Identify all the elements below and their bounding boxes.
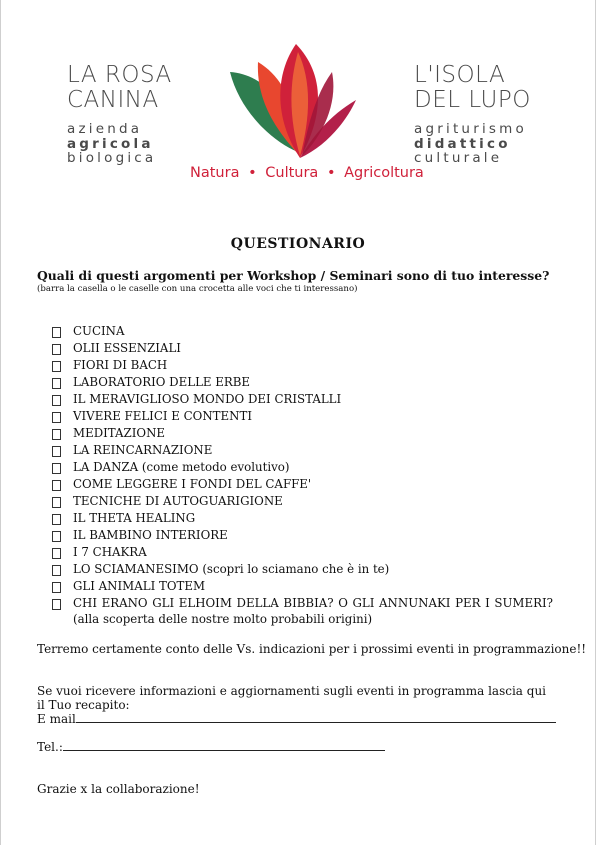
option-item[interactable] bbox=[52, 442, 562, 459]
checkbox[interactable] bbox=[52, 497, 61, 508]
option-label: LABORATORIO DELLE ERBE bbox=[73, 375, 251, 389]
tagline-separator: • bbox=[248, 165, 257, 181]
option-item[interactable] bbox=[52, 374, 562, 391]
option-label: OLII ESSENZIALI bbox=[73, 341, 181, 355]
option-label: GLI ANIMALI TOTEM bbox=[73, 579, 206, 593]
thanks-note: Grazie x la collaborazione! bbox=[37, 782, 200, 796]
document-title: QUESTIONARIO bbox=[230, 236, 366, 252]
checkbox[interactable] bbox=[52, 344, 61, 355]
checkbox[interactable] bbox=[52, 361, 61, 372]
option-item[interactable] bbox=[52, 476, 562, 493]
tagline-agricoltura: Agricoltura bbox=[344, 165, 424, 181]
option-item[interactable] bbox=[52, 459, 562, 476]
question-heading: Quali di questi argomenti per Workshop / Seminari sono di tuo interesse? bbox=[37, 268, 550, 283]
option-label: IL BAMBINO INTERIORE bbox=[73, 528, 228, 542]
option-item[interactable] bbox=[52, 527, 562, 544]
option-item[interactable] bbox=[52, 595, 562, 627]
option-label: FIORI DI BACH bbox=[73, 358, 168, 372]
option-item[interactable] bbox=[52, 425, 562, 442]
brand-right-line2: DEL LUPO bbox=[414, 87, 531, 113]
flower-logo-icon bbox=[228, 42, 360, 164]
checkbox[interactable] bbox=[52, 327, 61, 338]
option-label: TECNICHE DI AUTOGUARIGIONE bbox=[73, 494, 283, 508]
contact-intro: Se vuoi ricevere informazioni e aggiornamenti sugli eventi in programma lascia qui il Tuo recapito: bbox=[37, 684, 547, 712]
checkbox[interactable] bbox=[52, 582, 61, 593]
brand-left-sub1: azienda bbox=[67, 121, 143, 137]
brand-left-sub2: agricola bbox=[67, 135, 154, 152]
tagline-natura: Natura bbox=[190, 165, 240, 181]
brand-isola-del-lupo bbox=[414, 63, 544, 166]
option-item[interactable] bbox=[52, 544, 562, 561]
option-label: CUCINA bbox=[73, 324, 125, 338]
options-list bbox=[52, 323, 562, 627]
email-input-line[interactable] bbox=[76, 712, 556, 723]
brand-right-line1: L'ISOLA bbox=[414, 62, 506, 88]
checkbox[interactable] bbox=[52, 514, 61, 525]
checkbox[interactable] bbox=[52, 378, 61, 389]
checkbox[interactable] bbox=[52, 565, 61, 576]
checkbox[interactable] bbox=[52, 599, 61, 610]
instruction-note: (barra la casella o le caselle con una crocetta alle voci che ti interessano) bbox=[37, 284, 358, 294]
option-item[interactable] bbox=[52, 493, 562, 510]
option-label: LA DANZA (come metodo evolutivo) bbox=[73, 460, 290, 474]
checkbox[interactable] bbox=[52, 412, 61, 423]
option-label: CHI ERANO GLI ELHOIM DELLA BIBBIA? O GLI ANNUNAKI PER I SUMERI? (alla scoperta delle nostre molto probabili origini) bbox=[73, 596, 553, 626]
checkbox[interactable] bbox=[52, 463, 61, 474]
checkbox[interactable] bbox=[52, 480, 61, 491]
option-label: LO SCIAMANESIMO (scopri lo sciamano che è in te) bbox=[73, 562, 390, 576]
option-label: COME LEGGERE I FONDI DEL CAFFE' bbox=[73, 477, 312, 491]
checkbox[interactable] bbox=[52, 446, 61, 457]
tel-input-line[interactable] bbox=[63, 740, 385, 751]
email-field-row bbox=[37, 712, 556, 726]
email-label: E mail bbox=[37, 712, 76, 726]
option-item[interactable] bbox=[52, 391, 562, 408]
option-label: IL THETA HEALING bbox=[73, 511, 196, 525]
option-item[interactable] bbox=[52, 561, 562, 578]
tagline-cultura: Cultura bbox=[265, 165, 319, 181]
closing-note: Terremo certamente conto delle Vs. indicazioni per i prossimi eventi in programmazione!! bbox=[37, 642, 587, 656]
page-left-border bbox=[0, 0, 1, 845]
checkbox[interactable] bbox=[52, 395, 61, 406]
brand-right-sub2: didattico bbox=[414, 135, 511, 152]
option-item[interactable] bbox=[52, 408, 562, 425]
brand-la-rosa-canina bbox=[67, 63, 187, 166]
brand-left-sub3: biologica bbox=[67, 150, 157, 166]
option-item[interactable] bbox=[52, 578, 562, 595]
tel-label: Tel.: bbox=[37, 740, 63, 754]
option-label: LA REINCARNAZIONE bbox=[73, 443, 213, 457]
checkbox[interactable] bbox=[52, 429, 61, 440]
brand-right-sub3: culturale bbox=[414, 150, 503, 166]
option-item[interactable] bbox=[52, 510, 562, 527]
tagline bbox=[190, 165, 424, 181]
brand-right-sub1: agriturismo bbox=[414, 121, 527, 137]
option-label: VIVERE FELICI E CONTENTI bbox=[73, 409, 252, 423]
option-label: I 7 CHAKRA bbox=[73, 545, 147, 559]
tagline-separator: • bbox=[326, 165, 336, 181]
option-item[interactable] bbox=[52, 340, 562, 357]
checkbox[interactable] bbox=[52, 548, 61, 559]
option-item[interactable] bbox=[52, 357, 562, 374]
option-item[interactable] bbox=[52, 323, 562, 340]
brand-left-line1: LA ROSA bbox=[67, 62, 172, 88]
option-label: MEDITAZIONE bbox=[73, 426, 166, 440]
tel-field-row bbox=[37, 740, 385, 754]
brand-left-line2: CANINA bbox=[67, 87, 159, 113]
checkbox[interactable] bbox=[52, 531, 61, 542]
option-label: IL MERAVIGLIOSO MONDO DEI CRISTALLI bbox=[73, 392, 342, 406]
